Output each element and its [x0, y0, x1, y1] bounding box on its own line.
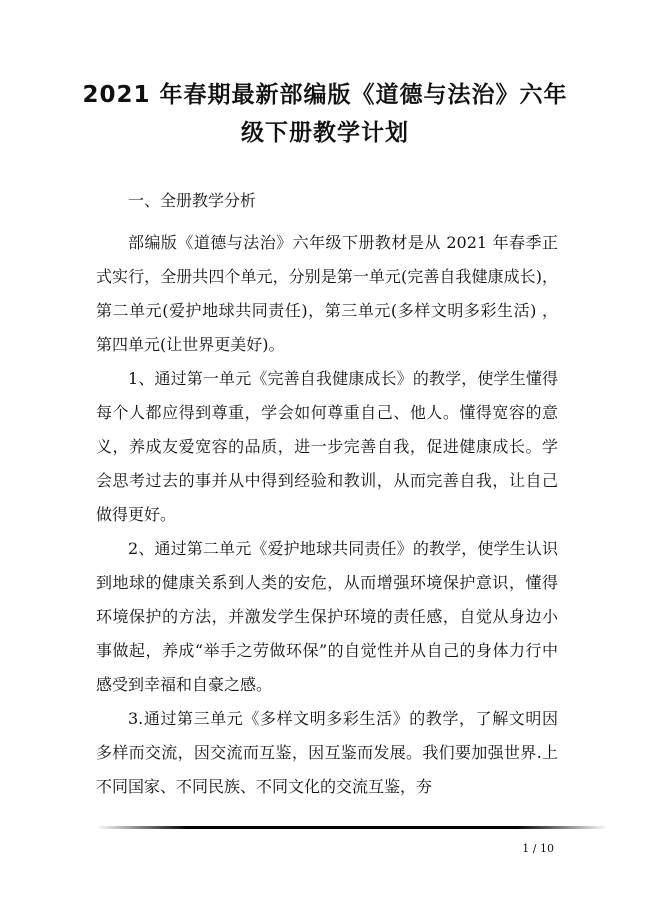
footer-divider: [96, 826, 608, 829]
paragraph-overview: 部编版《道德与法治》六年级下册教材是从 2021 年春季正式实行，全册共四个单元，分别是第一单元(完善自我健康成长)，第二单元(爱护地球共同责任)，第三单元(多样文明多彩生活) ，第四单元(让世界更美好)。: [96, 233, 558, 354]
paragraph-unit-1: 1、通过第一单元《完善自我健康成长》的教学，使学生懂得每个人都应得到尊重，学会如何尊重自己、他人。懂得宽容的意义，养成友爱宽容的品质，进一步完善自我，促进健康成长。学会思考过去的事并从中得到经验和教训，从而完善自我，让自己做得更好。: [96, 369, 558, 524]
document-title: [60, 76, 590, 152]
document-body: [96, 184, 558, 804]
paragraph-unit-2: 2、通过第二单元《爱护地球共同责任》的教学，使学生认识到地球的健康关系到人类的安危，从而增强环境保护意识，懂得环境保护的方法，并激发学生保护环境的责任感，自觉从身边小事做起，养成“举手之劳做环保”的自觉性并从自己的身体力行中感受到幸福和自豪之感。: [96, 539, 558, 694]
page-number: 1 / 10: [522, 842, 554, 855]
section-heading: 一、全册教学分析: [128, 191, 257, 210]
title-line-1: 2021 年春期最新部编版《道德与法治》六年: [82, 82, 568, 108]
title-line-2: 级下册教学计划: [241, 120, 409, 146]
paragraph-unit-3: 3.通过第三单元《多样文明多彩生活》的教学，了解文明因多样而交流，因交流而互鉴，因互鉴而发展。我们要加强世界.上不同国家、不同民族、不同文化的交流互鉴，夯: [96, 709, 558, 796]
